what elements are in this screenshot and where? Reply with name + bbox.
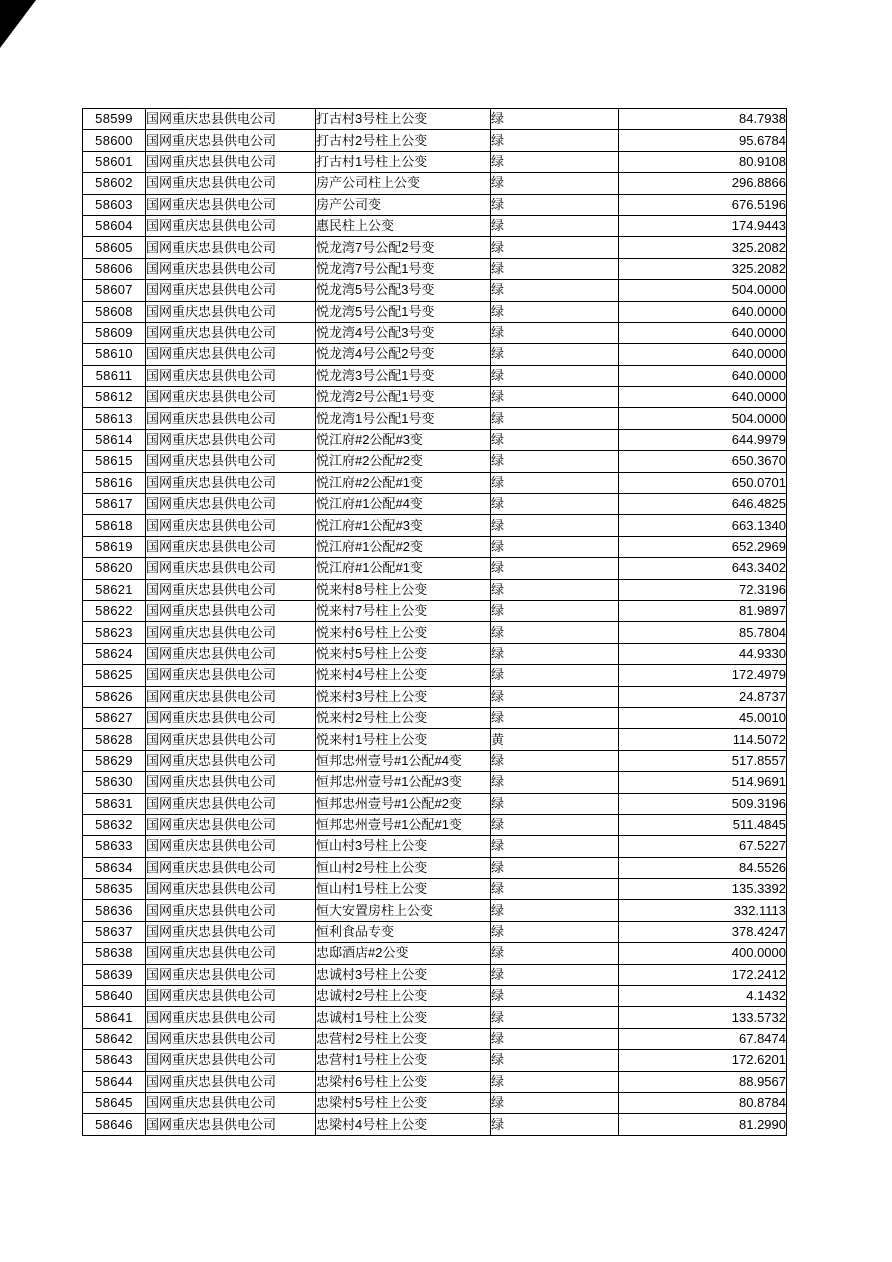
- load-value-cell: 640.0000: [619, 322, 787, 343]
- row-id-cell: 58639: [83, 964, 146, 985]
- status-color-cell: 绿: [491, 579, 619, 600]
- row-id-cell: 58617: [83, 494, 146, 515]
- table-row: [83, 879, 787, 900]
- company-cell: 国网重庆忠县供电公司: [146, 109, 316, 130]
- status-color-cell: 绿: [491, 515, 619, 536]
- load-value-cell: 511.4845: [619, 814, 787, 835]
- table-row: [83, 600, 787, 621]
- table-row: [83, 943, 787, 964]
- table-row: [83, 194, 787, 215]
- load-value-cell: 174.9443: [619, 215, 787, 236]
- row-id-cell: 58611: [83, 365, 146, 386]
- load-value-cell: 72.3196: [619, 579, 787, 600]
- company-cell: 国网重庆忠县供电公司: [146, 836, 316, 857]
- transformer-name-cell: 房产公司变: [316, 194, 491, 215]
- transformer-name-cell: 忠梁村6号柱上公变: [316, 1071, 491, 1092]
- status-color-cell: 绿: [491, 686, 619, 707]
- transformer-name-cell: 忠邸酒店#2公变: [316, 943, 491, 964]
- row-id-cell: 58642: [83, 1028, 146, 1049]
- row-id-cell: 58645: [83, 1092, 146, 1113]
- load-value-cell: 509.3196: [619, 793, 787, 814]
- company-cell: 国网重庆忠县供电公司: [146, 579, 316, 600]
- status-color-cell: 绿: [491, 151, 619, 172]
- company-cell: 国网重庆忠县供电公司: [146, 536, 316, 557]
- status-color-cell: 绿: [491, 215, 619, 236]
- load-value-cell: 663.1340: [619, 515, 787, 536]
- row-id-cell: 58600: [83, 130, 146, 151]
- table-row: [83, 665, 787, 686]
- status-color-cell: 绿: [491, 857, 619, 878]
- row-id-cell: 58628: [83, 729, 146, 750]
- company-cell: 国网重庆忠县供电公司: [146, 921, 316, 942]
- table-row: [83, 558, 787, 579]
- table-row: [83, 536, 787, 557]
- table-row: [83, 1007, 787, 1028]
- row-id-cell: 58633: [83, 836, 146, 857]
- company-cell: 国网重庆忠县供电公司: [146, 707, 316, 728]
- transformer-name-cell: 悦江府#1公配#4变: [316, 494, 491, 515]
- transformer-name-cell: 悦来村6号柱上公变: [316, 622, 491, 643]
- load-value-cell: 45.0010: [619, 707, 787, 728]
- company-cell: 国网重庆忠县供电公司: [146, 344, 316, 365]
- row-id-cell: 58619: [83, 536, 146, 557]
- status-color-cell: 绿: [491, 643, 619, 664]
- table-row: [83, 301, 787, 322]
- load-value-cell: 514.9691: [619, 772, 787, 793]
- transformer-name-cell: 忠诚村1号柱上公变: [316, 1007, 491, 1028]
- transformer-name-cell: 忠梁村4号柱上公变: [316, 1114, 491, 1135]
- company-cell: 国网重庆忠县供电公司: [146, 1007, 316, 1028]
- table-row: [83, 836, 787, 857]
- status-color-cell: 绿: [491, 793, 619, 814]
- company-cell: 国网重庆忠县供电公司: [146, 964, 316, 985]
- row-id-cell: 58623: [83, 622, 146, 643]
- load-value-cell: 133.5732: [619, 1007, 787, 1028]
- transformer-name-cell: 悦来村4号柱上公变: [316, 665, 491, 686]
- table-row: [83, 387, 787, 408]
- row-id-cell: 58625: [83, 665, 146, 686]
- transformer-name-cell: 悦来村2号柱上公变: [316, 707, 491, 728]
- table-row: [83, 365, 787, 386]
- row-id-cell: 58631: [83, 793, 146, 814]
- status-color-cell: 绿: [491, 836, 619, 857]
- row-id-cell: 58612: [83, 387, 146, 408]
- company-cell: 国网重庆忠县供电公司: [146, 451, 316, 472]
- status-color-cell: 绿: [491, 280, 619, 301]
- table-row: [83, 451, 787, 472]
- load-value-cell: 517.8557: [619, 750, 787, 771]
- transformer-name-cell: 恒利食品专变: [316, 921, 491, 942]
- load-value-cell: 650.0701: [619, 472, 787, 493]
- load-value-cell: 88.9567: [619, 1071, 787, 1092]
- company-cell: 国网重庆忠县供电公司: [146, 622, 316, 643]
- company-cell: 国网重庆忠县供电公司: [146, 793, 316, 814]
- load-value-cell: 80.8784: [619, 1092, 787, 1113]
- load-value-cell: 84.5526: [619, 857, 787, 878]
- row-id-cell: 58637: [83, 921, 146, 942]
- row-id-cell: 58613: [83, 408, 146, 429]
- table-row: [83, 814, 787, 835]
- status-color-cell: 绿: [491, 1092, 619, 1113]
- transformer-name-cell: 悦江府#2公配#2变: [316, 451, 491, 472]
- transformer-name-cell: 恒大安置房柱上公变: [316, 900, 491, 921]
- row-id-cell: 58601: [83, 151, 146, 172]
- row-id-cell: 58616: [83, 472, 146, 493]
- table-row: [83, 472, 787, 493]
- row-id-cell: 58635: [83, 879, 146, 900]
- status-color-cell: 绿: [491, 750, 619, 771]
- row-id-cell: 58603: [83, 194, 146, 215]
- status-color-cell: 绿: [491, 429, 619, 450]
- company-cell: 国网重庆忠县供电公司: [146, 194, 316, 215]
- row-id-cell: 58624: [83, 643, 146, 664]
- transformer-name-cell: 悦龙湾7号公配2号变: [316, 237, 491, 258]
- table-row: [83, 1092, 787, 1113]
- transformer-name-cell: 恒山村2号柱上公变: [316, 857, 491, 878]
- company-cell: 国网重庆忠县供电公司: [146, 1028, 316, 1049]
- table-row: [83, 322, 787, 343]
- company-cell: 国网重庆忠县供电公司: [146, 173, 316, 194]
- table-row: [83, 579, 787, 600]
- load-value-cell: 135.3392: [619, 879, 787, 900]
- table-row: [83, 750, 787, 771]
- load-value-cell: 172.4979: [619, 665, 787, 686]
- row-id-cell: 58614: [83, 429, 146, 450]
- row-id-cell: 58641: [83, 1007, 146, 1028]
- transformer-name-cell: 悦江府#1公配#2变: [316, 536, 491, 557]
- transformer-name-cell: 悦江府#2公配#1变: [316, 472, 491, 493]
- table-row: [83, 151, 787, 172]
- transformer-name-cell: 忠梁村5号柱上公变: [316, 1092, 491, 1113]
- load-value-cell: 646.4825: [619, 494, 787, 515]
- table-row: [83, 793, 787, 814]
- load-value-cell: 95.6784: [619, 130, 787, 151]
- table-row: [83, 258, 787, 279]
- load-value-cell: 325.2082: [619, 258, 787, 279]
- table-row: [83, 280, 787, 301]
- status-color-cell: 绿: [491, 964, 619, 985]
- status-color-cell: 绿: [491, 600, 619, 621]
- row-id-cell: 58618: [83, 515, 146, 536]
- company-cell: 国网重庆忠县供电公司: [146, 301, 316, 322]
- transformer-name-cell: 房产公司柱上公变: [316, 173, 491, 194]
- status-color-cell: 绿: [491, 258, 619, 279]
- company-cell: 国网重庆忠县供电公司: [146, 558, 316, 579]
- company-cell: 国网重庆忠县供电公司: [146, 772, 316, 793]
- company-cell: 国网重庆忠县供电公司: [146, 494, 316, 515]
- status-color-cell: 绿: [491, 986, 619, 1007]
- company-cell: 国网重庆忠县供电公司: [146, 151, 316, 172]
- company-cell: 国网重庆忠县供电公司: [146, 857, 316, 878]
- company-cell: 国网重庆忠县供电公司: [146, 750, 316, 771]
- transformer-name-cell: 悦龙湾4号公配3号变: [316, 322, 491, 343]
- company-cell: 国网重庆忠县供电公司: [146, 643, 316, 664]
- load-value-cell: 504.0000: [619, 280, 787, 301]
- load-value-cell: 652.2969: [619, 536, 787, 557]
- table-row: [83, 1071, 787, 1092]
- row-id-cell: 58621: [83, 579, 146, 600]
- status-color-cell: 绿: [491, 943, 619, 964]
- status-color-cell: 绿: [491, 665, 619, 686]
- company-cell: 国网重庆忠县供电公司: [146, 215, 316, 236]
- table-row: [83, 130, 787, 151]
- company-cell: 国网重庆忠县供电公司: [146, 1050, 316, 1071]
- row-id-cell: 58620: [83, 558, 146, 579]
- row-id-cell: 58605: [83, 237, 146, 258]
- load-value-cell: 400.0000: [619, 943, 787, 964]
- row-id-cell: 58643: [83, 1050, 146, 1071]
- company-cell: 国网重庆忠县供电公司: [146, 429, 316, 450]
- row-id-cell: 58632: [83, 814, 146, 835]
- table-row: [83, 1028, 787, 1049]
- load-value-cell: 85.7804: [619, 622, 787, 643]
- status-color-cell: 绿: [491, 879, 619, 900]
- company-cell: 国网重庆忠县供电公司: [146, 600, 316, 621]
- load-value-cell: 640.0000: [619, 301, 787, 322]
- row-id-cell: 58607: [83, 280, 146, 301]
- transformer-name-cell: 惠民柱上公变: [316, 215, 491, 236]
- row-id-cell: 58626: [83, 686, 146, 707]
- load-value-cell: 640.0000: [619, 365, 787, 386]
- row-id-cell: 58640: [83, 986, 146, 1007]
- transformer-name-cell: 悦龙湾4号公配2号变: [316, 344, 491, 365]
- transformer-name-cell: 悦龙湾5号公配3号变: [316, 280, 491, 301]
- company-cell: 国网重庆忠县供电公司: [146, 900, 316, 921]
- status-color-cell: 绿: [491, 772, 619, 793]
- row-id-cell: 58604: [83, 215, 146, 236]
- status-color-cell: 绿: [491, 1007, 619, 1028]
- transformer-name-cell: 悦龙湾7号公配1号变: [316, 258, 491, 279]
- table-row: [83, 1114, 787, 1135]
- load-value-cell: 67.5227: [619, 836, 787, 857]
- row-id-cell: 58615: [83, 451, 146, 472]
- row-id-cell: 58630: [83, 772, 146, 793]
- company-cell: 国网重庆忠县供电公司: [146, 1071, 316, 1092]
- row-id-cell: 58644: [83, 1071, 146, 1092]
- table-row: [83, 622, 787, 643]
- load-value-cell: 81.9897: [619, 600, 787, 621]
- row-id-cell: 58610: [83, 344, 146, 365]
- status-color-cell: 绿: [491, 558, 619, 579]
- transformer-name-cell: 忠诚村3号柱上公变: [316, 964, 491, 985]
- status-color-cell: 绿: [491, 194, 619, 215]
- transformer-name-cell: 悦江府#2公配#3变: [316, 429, 491, 450]
- company-cell: 国网重庆忠县供电公司: [146, 515, 316, 536]
- load-value-cell: 676.5196: [619, 194, 787, 215]
- transformer-name-cell: 忠营村2号柱上公变: [316, 1028, 491, 1049]
- load-value-cell: 44.9330: [619, 643, 787, 664]
- status-color-cell: 绿: [491, 1050, 619, 1071]
- transformer-name-cell: 打古村1号柱上公变: [316, 151, 491, 172]
- load-value-cell: 504.0000: [619, 408, 787, 429]
- row-id-cell: 58634: [83, 857, 146, 878]
- status-color-cell: 绿: [491, 109, 619, 130]
- table-body: [83, 109, 787, 1136]
- status-color-cell: 绿: [491, 472, 619, 493]
- table-row: [83, 921, 787, 942]
- transformer-name-cell: 悦来村3号柱上公变: [316, 686, 491, 707]
- transformer-name-cell: 悦龙湾2号公配1号变: [316, 387, 491, 408]
- load-value-cell: 24.8737: [619, 686, 787, 707]
- load-value-cell: 67.8474: [619, 1028, 787, 1049]
- table-row: [83, 344, 787, 365]
- status-color-cell: 绿: [491, 408, 619, 429]
- table-row: [83, 772, 787, 793]
- status-color-cell: 黄: [491, 729, 619, 750]
- load-value-cell: 296.8866: [619, 173, 787, 194]
- status-color-cell: 绿: [491, 451, 619, 472]
- row-id-cell: 58622: [83, 600, 146, 621]
- load-value-cell: 644.9979: [619, 429, 787, 450]
- row-id-cell: 58602: [83, 173, 146, 194]
- status-color-cell: 绿: [491, 173, 619, 194]
- table-row: [83, 1050, 787, 1071]
- transformer-name-cell: 恒邦忠州壹号#1公配#2变: [316, 793, 491, 814]
- status-color-cell: 绿: [491, 707, 619, 728]
- status-color-cell: 绿: [491, 900, 619, 921]
- row-id-cell: 58646: [83, 1114, 146, 1135]
- transformer-name-cell: 悦江府#1公配#1变: [316, 558, 491, 579]
- company-cell: 国网重庆忠县供电公司: [146, 814, 316, 835]
- company-cell: 国网重庆忠县供电公司: [146, 986, 316, 1007]
- company-cell: 国网重庆忠县供电公司: [146, 472, 316, 493]
- transformer-name-cell: 打古村2号柱上公变: [316, 130, 491, 151]
- transformer-name-cell: 恒邦忠州壹号#1公配#3变: [316, 772, 491, 793]
- company-cell: 国网重庆忠县供电公司: [146, 322, 316, 343]
- table-row: [83, 707, 787, 728]
- company-cell: 国网重庆忠县供电公司: [146, 879, 316, 900]
- transformer-name-cell: 恒邦忠州壹号#1公配#1变: [316, 814, 491, 835]
- row-id-cell: 58627: [83, 707, 146, 728]
- table-row: [83, 109, 787, 130]
- table-row: [83, 964, 787, 985]
- status-color-cell: 绿: [491, 536, 619, 557]
- load-value-cell: 84.7938: [619, 109, 787, 130]
- transformer-name-cell: 忠营村1号柱上公变: [316, 1050, 491, 1071]
- load-value-cell: 643.3402: [619, 558, 787, 579]
- load-value-cell: 172.6201: [619, 1050, 787, 1071]
- table-row: [83, 429, 787, 450]
- status-color-cell: 绿: [491, 1028, 619, 1049]
- transformer-name-cell: 悦来村5号柱上公变: [316, 643, 491, 664]
- table-row: [83, 857, 787, 878]
- transformer-name-cell: 忠诚村2号柱上公变: [316, 986, 491, 1007]
- transformer-name-cell: 悦江府#1公配#3变: [316, 515, 491, 536]
- row-id-cell: 58609: [83, 322, 146, 343]
- company-cell: 国网重庆忠县供电公司: [146, 258, 316, 279]
- status-color-cell: 绿: [491, 1071, 619, 1092]
- table-row: [83, 515, 787, 536]
- load-value-cell: 332.1113: [619, 900, 787, 921]
- transformer-name-cell: 悦龙湾3号公配1号变: [316, 365, 491, 386]
- status-color-cell: 绿: [491, 1114, 619, 1135]
- transformer-name-cell: 恒山村3号柱上公变: [316, 836, 491, 857]
- status-color-cell: 绿: [491, 622, 619, 643]
- status-color-cell: 绿: [491, 387, 619, 408]
- table-row: [83, 408, 787, 429]
- company-cell: 国网重庆忠县供电公司: [146, 729, 316, 750]
- row-id-cell: 58629: [83, 750, 146, 771]
- row-id-cell: 58636: [83, 900, 146, 921]
- load-value-cell: 325.2082: [619, 237, 787, 258]
- status-color-cell: 绿: [491, 814, 619, 835]
- transformer-name-cell: 悦来村8号柱上公变: [316, 579, 491, 600]
- table-row: [83, 494, 787, 515]
- company-cell: 国网重庆忠县供电公司: [146, 280, 316, 301]
- company-cell: 国网重庆忠县供电公司: [146, 365, 316, 386]
- row-id-cell: 58599: [83, 109, 146, 130]
- table-row: [83, 729, 787, 750]
- table-row: [83, 643, 787, 664]
- transformer-name-cell: 悦来村1号柱上公变: [316, 729, 491, 750]
- load-value-cell: 640.0000: [619, 344, 787, 365]
- transformer-name-cell: 恒邦忠州壹号#1公配#4变: [316, 750, 491, 771]
- table-row: [83, 686, 787, 707]
- table-row: [83, 900, 787, 921]
- load-value-cell: 114.5072: [619, 729, 787, 750]
- transformer-name-cell: 打古村3号柱上公变: [316, 109, 491, 130]
- status-color-cell: 绿: [491, 237, 619, 258]
- load-value-cell: 81.2990: [619, 1114, 787, 1135]
- table-row: [83, 215, 787, 236]
- company-cell: 国网重庆忠县供电公司: [146, 387, 316, 408]
- status-color-cell: 绿: [491, 365, 619, 386]
- load-value-cell: 80.9108: [619, 151, 787, 172]
- transformer-name-cell: 悦龙湾5号公配1号变: [316, 301, 491, 322]
- status-color-cell: 绿: [491, 301, 619, 322]
- transformer-name-cell: 悦龙湾1号公配1号变: [316, 408, 491, 429]
- company-cell: 国网重庆忠县供电公司: [146, 665, 316, 686]
- page-corner-mark: [0, 0, 36, 48]
- status-color-cell: 绿: [491, 494, 619, 515]
- company-cell: 国网重庆忠县供电公司: [146, 130, 316, 151]
- status-color-cell: 绿: [491, 322, 619, 343]
- transformer-load-table: [82, 108, 787, 1136]
- table-row: [83, 986, 787, 1007]
- table-row: [83, 237, 787, 258]
- company-cell: 国网重庆忠县供电公司: [146, 686, 316, 707]
- row-id-cell: 58608: [83, 301, 146, 322]
- row-id-cell: 58638: [83, 943, 146, 964]
- load-value-cell: 640.0000: [619, 387, 787, 408]
- company-cell: 国网重庆忠县供电公司: [146, 943, 316, 964]
- row-id-cell: 58606: [83, 258, 146, 279]
- transformer-name-cell: 悦来村7号柱上公变: [316, 600, 491, 621]
- load-value-cell: 650.3670: [619, 451, 787, 472]
- transformer-name-cell: 恒山村1号柱上公变: [316, 879, 491, 900]
- company-cell: 国网重庆忠县供电公司: [146, 1092, 316, 1113]
- load-value-cell: 378.4247: [619, 921, 787, 942]
- status-color-cell: 绿: [491, 130, 619, 151]
- company-cell: 国网重庆忠县供电公司: [146, 408, 316, 429]
- company-cell: 国网重庆忠县供电公司: [146, 1114, 316, 1135]
- company-cell: 国网重庆忠县供电公司: [146, 237, 316, 258]
- status-color-cell: 绿: [491, 921, 619, 942]
- table-row: [83, 173, 787, 194]
- load-value-cell: 172.2412: [619, 964, 787, 985]
- load-value-cell: 4.1432: [619, 986, 787, 1007]
- status-color-cell: 绿: [491, 344, 619, 365]
